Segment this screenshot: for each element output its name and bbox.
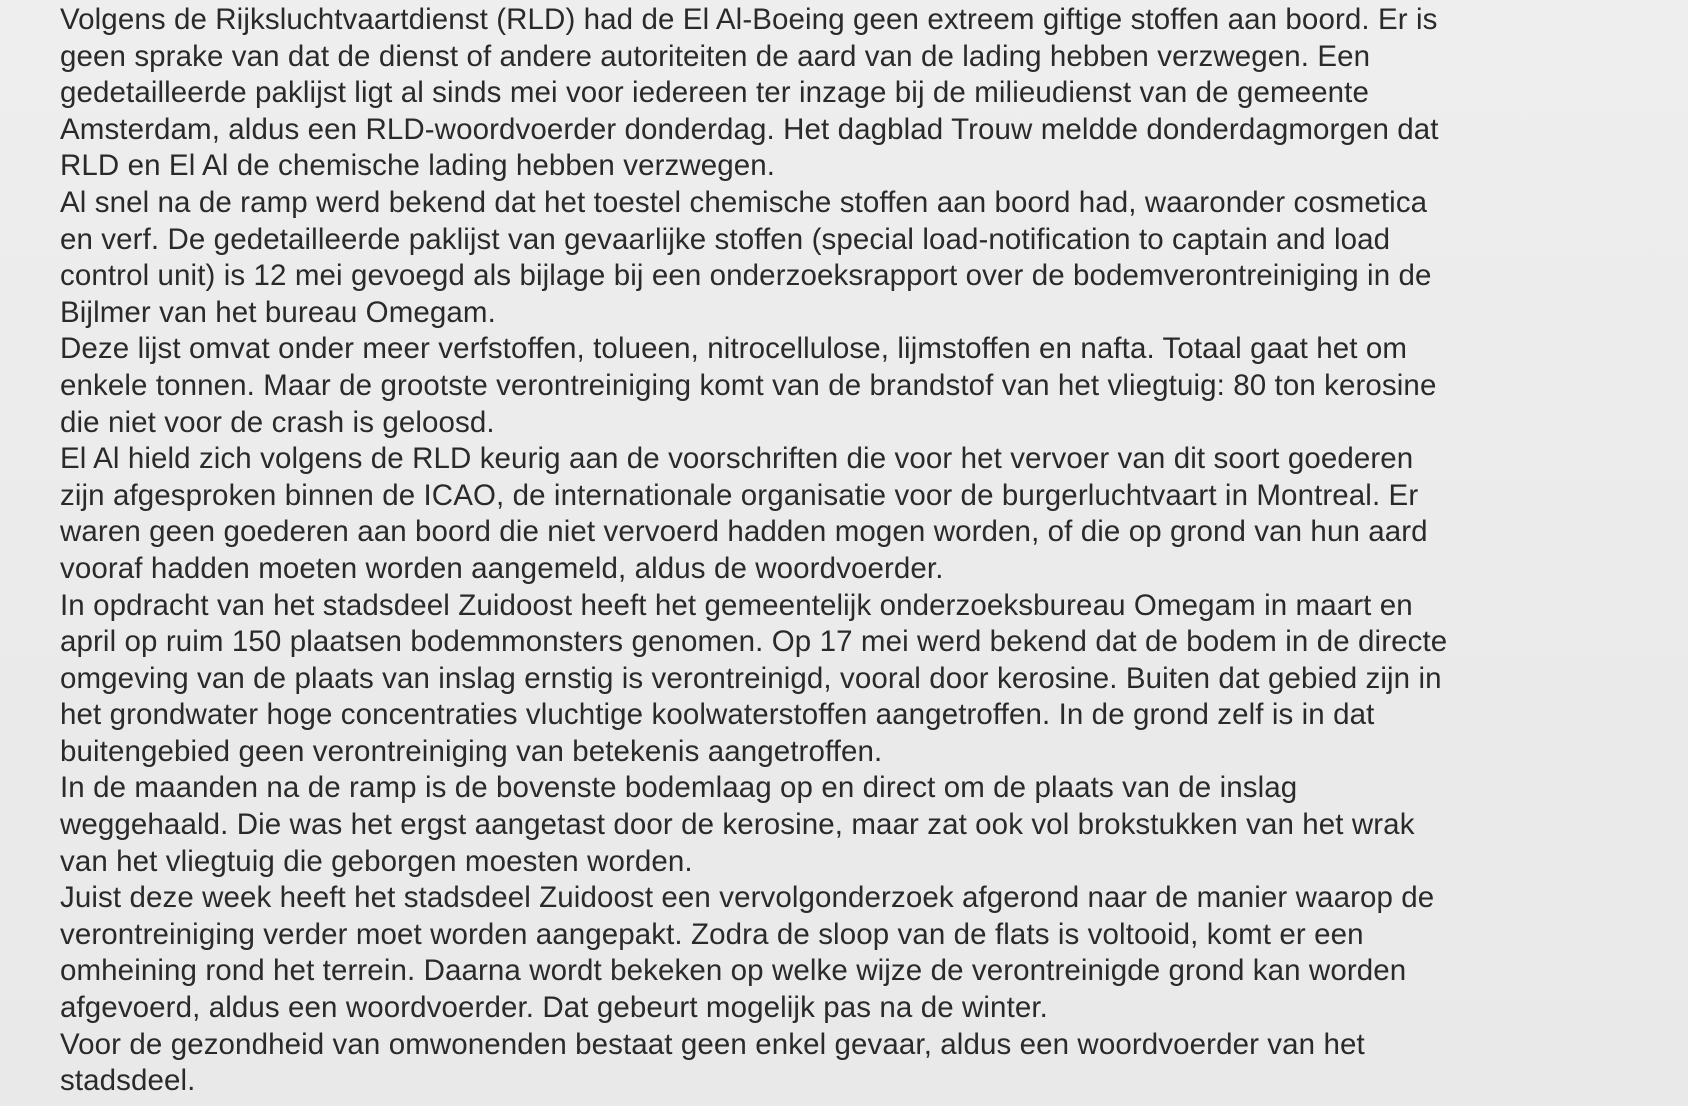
text-line: Volgens de Rijksluchtvaartdienst (RLD) had de El Al-Boeing geen extreem giftige stoffen aan boord. Er is — [60, 3, 1438, 36]
text-line: Amsterdam, aldus een RLD-woordvoerder donderdag. Het dagblad Trouw meldde donderdagmorgen dat — [60, 112, 1439, 146]
text-line: zijn afgesproken binnen de ICAO, de internationale organisatie voor de burgerluchtvaart in Montreal. Er — [60, 478, 1419, 512]
text-line: van het vliegtuig die geborgen moesten worden. — [60, 844, 693, 878]
text-line: control unit) is 12 mei gevoegd als bijlage bij een onderzoeksrapport over de bodemverontreiniging in de — [60, 259, 1432, 293]
text-line: gedetailleerde paklijst ligt al sinds mei voor iedereen ter inzage bij de milieudienst van de gemeente — [60, 76, 1369, 110]
text-line: die niet voor de crash is geloosd. — [60, 405, 495, 439]
text-line: omheining rond het terrein. Daarna wordt bekeken op welke wijze de verontreinigde grond kan worden — [60, 954, 1407, 988]
text-line: omgeving van de plaats van inslag ernstig is verontreinigd, vooral door kerosine. Buiten dat gebied zijn in — [60, 661, 1442, 695]
text-line: en verf. De gedetailleerde paklijst van gevaarlijke stoffen (special load-notification to captain and load — [60, 222, 1391, 256]
text-line: Juist deze week heeft het stadsdeel Zuidoost een vervolgonderzoek afgerond naar de manier waarop de — [60, 881, 1435, 915]
text-line: Bijlmer van het bureau Omegam. — [60, 295, 496, 329]
text-line: Al snel na de ramp werd bekend dat het toestel chemische stoffen aan boord had, waaronder cosmetica — [60, 185, 1428, 219]
text-line: El Al hield zich volgens de RLD keurig aan de voorschriften die voor het vervoer van dit soort goederen — [60, 442, 1414, 476]
text-line: Voor de gezondheid van omwonenden bestaat geen enkel gevaar, aldus een woordvoerder van het — [60, 1027, 1365, 1061]
text-line: april op ruim 150 plaatsen bodemmonsters genomen. Op 17 mei werd bekend dat de bodem in de directe — [60, 625, 1448, 659]
text-line: enkele tonnen. Maar de grootste verontreiniging komt van de brandstof van het vliegtuig: 80 ton kerosine — [60, 368, 1437, 402]
text-line: weggehaald. Die was het ergst aangetast door de kerosine, maar zat ook vol brokstukken van het wrak — [60, 808, 1415, 842]
text-line: stadsdeel. — [60, 1064, 196, 1098]
text-line: verontreiniging verder moet worden aangepakt. Zodra de sloop van de flats is voltooid, komt er een — [60, 917, 1364, 951]
text-line: het grondwater hoge concentraties vluchtige koolwaterstoffen aangetroffen. In de grond zelf is in dat — [60, 698, 1375, 732]
text-line: vooraf hadden moeten worden aangemeld, aldus de woordvoerder. — [60, 551, 944, 585]
article-text — [60, 2, 1670, 1100]
text-line: geen sprake van dat de dienst of andere autoriteiten de aard van de lading hebben verzwegen. Een — [60, 39, 1371, 73]
text-line: In de maanden na de ramp is de bovenste bodemlaag op en direct om de plaats van de inslag — [60, 771, 1298, 805]
text-line: buitengebied geen verontreiniging van betekenis aangetroffen. — [60, 734, 883, 768]
text-line: waren geen goederen aan boord die niet vervoerd hadden mogen worden, of die op grond van hun aard — [60, 515, 1428, 549]
text-line: In opdracht van het stadsdeel Zuidoost heeft het gemeentelijk onderzoeksbureau Omegam in maart en — [60, 588, 1413, 622]
text-line: afgevoerd, aldus een woordvoerder. Dat gebeurt mogelijk pas na de winter. — [60, 991, 1048, 1025]
text-line: Deze lijst omvat onder meer verfstoffen, tolueen, nitrocellulose, lijmstoffen en nafta. Totaal gaat het om — [60, 332, 1408, 366]
text-line: RLD en El Al de chemische lading hebben verzwegen. — [60, 149, 776, 183]
